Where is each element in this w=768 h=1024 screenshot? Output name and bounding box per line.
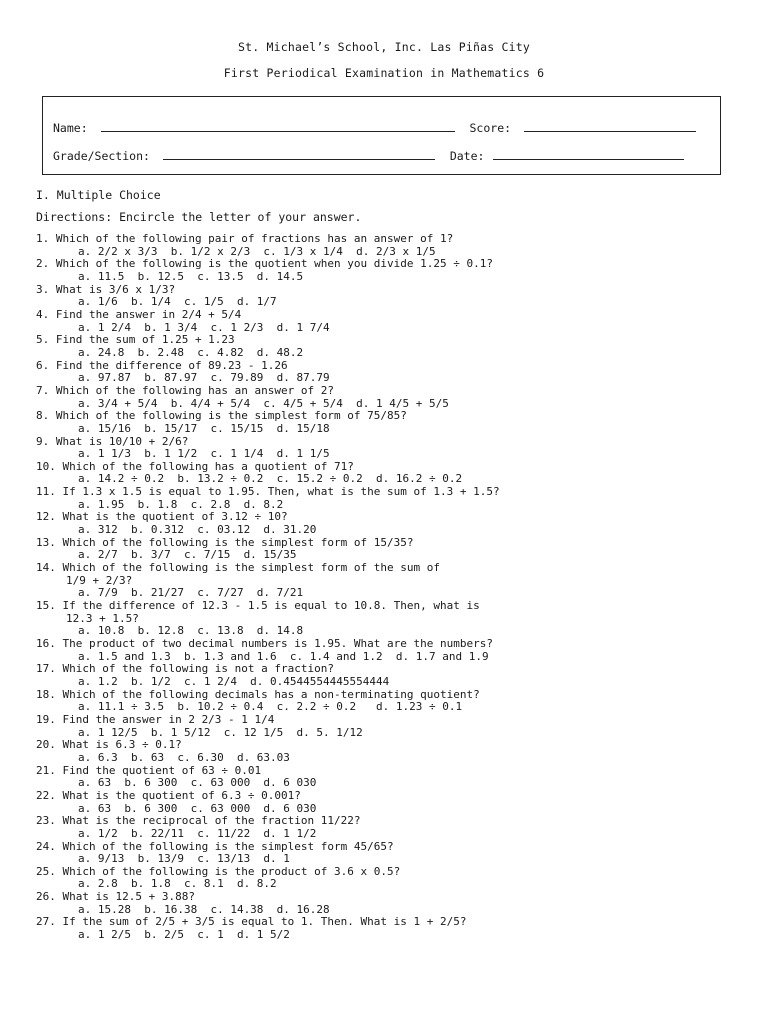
question-stem-continued: 12.3 + 1.5? xyxy=(66,611,139,625)
score-label: Score: xyxy=(469,121,512,135)
question-stem: 3. What is 3/6 x 1/3? xyxy=(36,282,176,296)
question-item xyxy=(36,309,500,334)
question-item xyxy=(36,689,500,714)
exam-title: First Periodical Examination in Mathematics 6 xyxy=(223,66,545,80)
grade-section-label: Grade/Section: xyxy=(53,149,150,163)
question-stem: 24. Which of the following is the simplest form 45/65? xyxy=(36,839,394,853)
answer-options[interactable]: a. 63 b. 6 300 c. 63 000 d. 6 030 xyxy=(78,776,317,790)
question-stem: 20. What is 6.3 ÷ 0.1? xyxy=(36,738,182,752)
answer-options[interactable]: a. 1/2 b. 22/11 c. 11/22 d. 1 1/2 xyxy=(78,826,317,840)
question-item xyxy=(36,765,500,790)
answer-options[interactable]: a. 7/9 b. 21/27 c. 7/27 d. 7/21 xyxy=(78,586,304,600)
question-item xyxy=(36,385,500,410)
question-item xyxy=(36,461,500,486)
question-item xyxy=(36,739,500,764)
answer-options[interactable]: a. 1.2 b. 1/2 c. 1 2/4 d. 0.4544554445554444 xyxy=(78,674,390,688)
question-item xyxy=(36,511,500,536)
info-row-grade-date xyxy=(53,148,684,163)
question-item xyxy=(36,916,500,941)
question-stem: 4. Find the answer in 2/4 + 5/4 xyxy=(36,307,242,321)
question-stem: 15. If the difference of 12.3 - 1.5 is equal to 10.8. Then, what is xyxy=(36,599,480,613)
answer-options[interactable]: a. 312 b. 0.312 c. 03.12 d. 31.20 xyxy=(78,523,317,537)
question-stem: 2. Which of the following is the quotient when you divide 1.25 ÷ 0.1? xyxy=(36,257,493,271)
question-item xyxy=(36,258,500,283)
question-list xyxy=(36,233,500,942)
answer-options[interactable]: a. 24.8 b. 2.48 c. 4.82 d. 48.2 xyxy=(78,345,304,359)
question-item xyxy=(36,891,500,916)
answer-options[interactable]: a. 2/7 b. 3/7 c. 7/15 d. 15/35 xyxy=(78,548,297,562)
question-stem: 5. Find the sum of 1.25 + 1.23 xyxy=(36,333,235,347)
question-item xyxy=(36,600,500,638)
date-label: Date: xyxy=(449,149,485,163)
question-item xyxy=(36,410,500,435)
question-stem: 7. Which of the following has an answer of 2? xyxy=(36,383,335,397)
grade-section-field[interactable] xyxy=(163,148,435,160)
question-item xyxy=(36,334,500,359)
question-item xyxy=(36,638,500,663)
question-stem: 25. Which of the following is the product of 3.6 x 0.5? xyxy=(36,864,401,878)
question-stem: 9. What is 10/10 + 2/6? xyxy=(36,434,189,448)
date-field[interactable] xyxy=(493,148,684,160)
directions: Directions: Encircle the letter of your answer. xyxy=(36,210,362,224)
question-stem: 19. Find the answer in 2 2/3 - 1 1/4 xyxy=(36,712,275,726)
answer-options[interactable]: a. 1.5 and 1.3 b. 1.3 and 1.6 c. 1.4 and 1.2 d. 1.7 and 1.9 xyxy=(78,649,489,663)
name-label: Name: xyxy=(53,121,88,135)
question-item xyxy=(36,866,500,891)
answer-options[interactable]: a. 1.95 b. 1.8 c. 2.8 d. 8.2 xyxy=(78,497,284,511)
question-item xyxy=(36,663,500,688)
question-stem: 27. If the sum of 2/5 + 3/5 is equal to 1. Then. What is 1 + 2/5? xyxy=(36,915,467,929)
answer-options[interactable]: a. 9/13 b. 13/9 c. 13/13 d. 1 xyxy=(78,852,290,866)
question-stem: 18. Which of the following decimals has a non-terminating quotient? xyxy=(36,687,480,701)
name-field[interactable] xyxy=(101,120,455,132)
student-info-box xyxy=(42,96,721,175)
question-item xyxy=(36,562,500,600)
question-stem: 8. Which of the following is the simplest form of 75/85? xyxy=(36,409,407,423)
section-title: I. Multiple Choice xyxy=(36,188,161,202)
answer-options[interactable]: a. 97.87 b. 87.97 c. 79.89 d. 87.79 xyxy=(78,371,330,385)
question-item xyxy=(36,841,500,866)
answer-options[interactable]: a. 15.28 b. 16.38 c. 14.38 d. 16.28 xyxy=(78,902,330,916)
school-name: St. Michael’s School, Inc. Las Piñas City xyxy=(237,40,531,54)
question-stem: 10. Which of the following has a quotient of 71? xyxy=(36,459,354,473)
question-item xyxy=(36,233,500,258)
question-stem: 22. What is the quotient of 6.3 ÷ 0.001? xyxy=(36,788,301,802)
answer-options[interactable]: a. 1 2/5 b. 2/5 c. 1 d. 1 5/2 xyxy=(78,928,290,942)
answer-options[interactable]: a. 10.8 b. 12.8 c. 13.8 d. 14.8 xyxy=(78,624,304,638)
question-stem: 21. Find the quotient of 63 ÷ 0.01 xyxy=(36,763,262,777)
answer-options[interactable]: a. 11.5 b. 12.5 c. 13.5 d. 14.5 xyxy=(78,269,304,283)
answer-options[interactable]: a. 3/4 + 5/4 b. 4/4 + 5/4 c. 4/5 + 5/4 d. 1 4/5 + 5/5 xyxy=(78,396,449,410)
question-item xyxy=(36,790,500,815)
question-item xyxy=(36,284,500,309)
question-stem: 16. The product of two decimal numbers is 1.95. What are the numbers? xyxy=(36,637,493,650)
question-stem: 26. What is 12.5 + 3.88? xyxy=(36,890,195,904)
answer-options[interactable]: a. 11.1 ÷ 3.5 b. 10.2 ÷ 0.4 c. 2.2 ÷ 0.2 d. 1.23 ÷ 0.1 xyxy=(78,700,463,714)
question-stem: 17. Which of the following is not a fraction? xyxy=(36,662,335,676)
score-field[interactable] xyxy=(524,120,696,132)
answer-options[interactable]: a. 1 12/5 b. 1 5/12 c. 12 1/5 d. 5. 1/12 xyxy=(78,725,363,739)
question-item xyxy=(36,537,500,562)
question-stem: 1. Which of the following pair of fractions has an answer of 1? xyxy=(36,232,454,245)
answer-options[interactable]: a. 6.3 b. 63 c. 6.30 d. 63.03 xyxy=(78,750,290,764)
answer-options[interactable]: a. 1 1/3 b. 1 1/2 c. 1 1/4 d. 1 1/5 xyxy=(78,447,330,461)
answer-options[interactable]: a. 1/6 b. 1/4 c. 1/5 d. 1/7 xyxy=(78,295,277,309)
question-item xyxy=(36,436,500,461)
info-row-name-score xyxy=(53,120,696,135)
answer-options[interactable]: a. 63 b. 6 300 c. 63 000 d. 6 030 xyxy=(78,801,317,815)
question-item xyxy=(36,486,500,511)
question-item xyxy=(36,815,500,840)
answer-options[interactable]: a. 2.8 b. 1.8 c. 8.1 d. 8.2 xyxy=(78,877,277,891)
answer-options[interactable]: a. 14.2 ÷ 0.2 b. 13.2 ÷ 0.2 c. 15.2 ÷ 0.2 d. 16.2 ÷ 0.2 xyxy=(78,472,463,486)
answer-options[interactable]: a. 2/2 x 3/3 b. 1/2 x 2/3 c. 1/3 x 1/4 d. 2/3 x 1/5 xyxy=(78,244,436,258)
question-stem: 11. If 1.3 x 1.5 is equal to 1.95. Then, what is the sum of 1.3 + 1.5? xyxy=(36,485,500,499)
question-stem-continued: 1/9 + 2/3? xyxy=(66,573,133,587)
question-stem: 12. What is the quotient of 3.12 ÷ 10? xyxy=(36,510,288,524)
answer-options[interactable]: a. 1 2/4 b. 1 3/4 c. 1 2/3 d. 1 7/4 xyxy=(78,320,330,334)
question-stem: 14. Which of the following is the simplest form of the sum of xyxy=(36,561,440,575)
question-item xyxy=(36,360,500,385)
question-stem: 6. Find the difference of 89.23 - 1.26 xyxy=(36,358,288,372)
question-stem: 23. What is the reciprocal of the fraction 11/22? xyxy=(36,814,361,828)
question-item xyxy=(36,714,500,739)
answer-options[interactable]: a. 15/16 b. 15/17 c. 15/15 d. 15/18 xyxy=(78,421,330,435)
question-stem: 13. Which of the following is the simplest form of 15/35? xyxy=(36,535,414,549)
